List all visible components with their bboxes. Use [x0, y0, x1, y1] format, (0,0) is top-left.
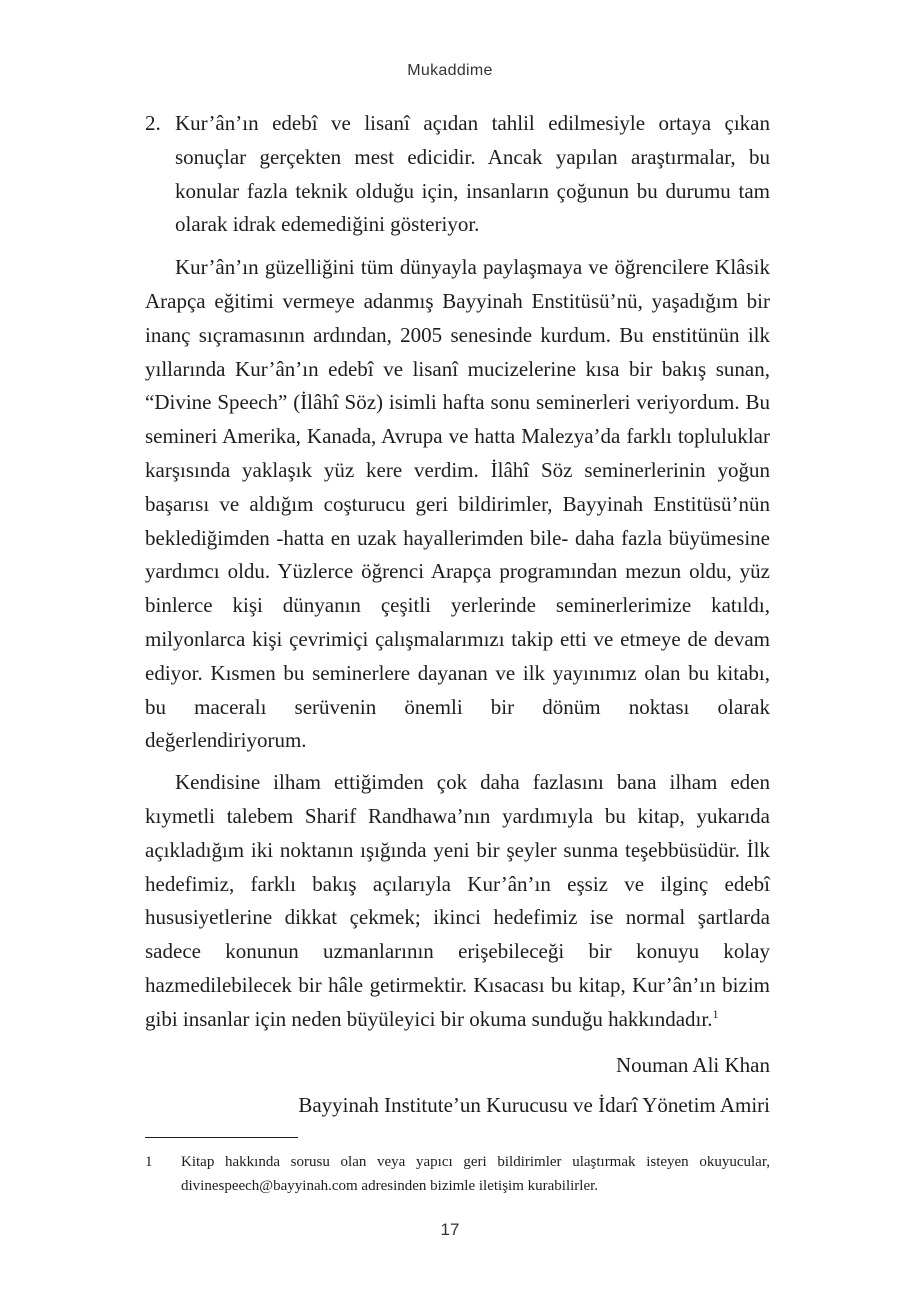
running-head: Mukaddime — [407, 62, 493, 79]
paragraph — [145, 766, 770, 1036]
signature-block — [145, 1045, 770, 1125]
paragraph: Kur’ân’ın güzelliğini tüm dünyayla paylaşmaya ve öğrencilere Klâsik Arapça eğitimi vermeye adanmış Bayyinah Enstitüsü’nü, yaşadığım bir inanç sıçramasının ardından, 2005 senesinde kurdum. Bu enstitünün ilk yıllarında Kur’ân’ın edebî ve lisanî mucizelerine kısa bir bakış sunan, “Divine Speech” (İlâhî Söz) isimli hafta sonu seminerleri veriyordum. Bu semineri Amerika, Kanada, Avrupa ve hatta Malezya’da farklı topluluklar karşısında yaklaşık yüz kere verdim. İlâhî Söz seminerlerinin yoğun başarısı ve aldığım coşturucu geri bildirimler, Bayyinah Enstitüsü’nün beklediğimden -hatta en uzak hayallerimden bile- daha fazla büyümesine yardımcı oldu. Yüzlerce öğrenci Arapça programından mezun oldu, yüz binlerce kişi dünyanın çeşitli yerlerinde seminerlerimize katıldı, milyonlarca kişi çevrimiçi çalışmalarımızı takip etti ve etmeye de devam ediyor. Kısmen bu seminerlere dayanan ve ilk yayınımız olan bu kitabı, bu maceralı serüvenin önemli bir dönüm noktası olarak değerlendiriyorum. — [145, 255, 770, 753]
main-text — [145, 107, 770, 1125]
footnote-text: Kitap hakkında sorusu olan veya yapıcı geri bildirimler ulaştırmak isteyen okuyucular, divinespeech@bayyinah.com adresinden bizimle iletişim kurabilirler. — [181, 1154, 770, 1194]
list-item-text: Kur’ân’ın edebî ve lisanî açıdan tahlil edilmesiyle ortaya çıkan sonuçlar gerçekten mest edicidir. Ancak yapılan araştırmalar, bu konular fazla teknik olduğu için, insanların çoğunun bu durumu tam olarak idrak edemediğini gösteriyor. — [175, 111, 770, 237]
author-title: Bayyinah Institute’un Kurucusu ve İdarî Yönetim Amiri — [298, 1092, 770, 1117]
list-item-number: 2. — [145, 111, 161, 135]
footnote — [145, 1150, 770, 1198]
footnote-number: 1 — [145, 1154, 153, 1170]
footnote-divider — [145, 1137, 298, 1138]
numbered-list-item — [145, 107, 770, 242]
page-number: 17 — [440, 1220, 460, 1239]
author-name: Nouman Ali Khan — [616, 1052, 770, 1077]
paragraph-text: Kendisine ilham ettiğimden çok daha fazlasını bana ilham eden kıymetli talebem Sharif Randhawa’nın yardımıyla bu kitap, yukarıda açıkladığım iki noktanın ışığında yeni bir şeyler sunma teşebbüsüdür. İlk hedefimiz, farklı bakış açılarıyla Kur’ân’ın eşsiz ve ilginç edebî hususiyetlerine dikkat çekmek; ikinci hedefimiz ise normal şartlarda sadece konunun uzmanlarının erişebileceği bir konuyu kolay hazmedilebilecek bir hâle getirmektir. Kısacası bu kitap, Kur’ân’ın bizim gibi insanlar için neden büyüleyici bir okuma sunduğu hakkındadır. — [145, 770, 770, 1031]
footnote-reference[interactable]: 1 — [712, 1006, 719, 1021]
